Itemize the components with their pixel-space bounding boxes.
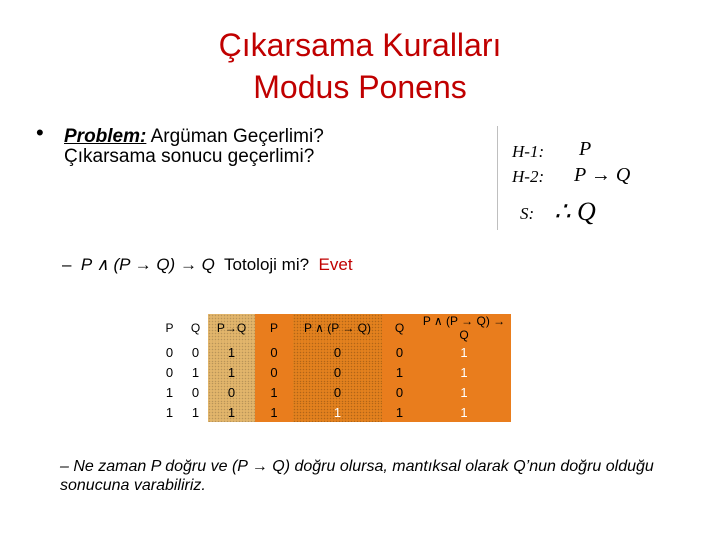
table-header: P (156, 314, 183, 342)
table-cell: 1 (208, 342, 255, 362)
table-cell: 1 (417, 342, 511, 362)
table-cell: 1 (183, 362, 208, 382)
problem-text1: Argüman Geçerlimi? (150, 126, 324, 147)
dash: – (62, 255, 72, 274)
table-cell: 0 (156, 362, 183, 382)
h2-value: P → Q (574, 164, 631, 186)
table-cell: 1 (156, 382, 183, 402)
table-row (156, 402, 511, 422)
table-cell: 1 (293, 402, 382, 422)
conclusion-text: – Ne zaman P doğru ve (P → Q) doğru olursa, mantıksal olarak Q’nun doğru olduğu sonucuna varabiliriz. (60, 458, 654, 494)
table-cell: 1 (156, 402, 183, 422)
table-cell: 0 (208, 382, 255, 402)
h2-label: H-2: (512, 167, 545, 186)
table-cell: 1 (208, 362, 255, 382)
table-cell: 1 (382, 402, 417, 422)
s-label: S: (520, 204, 535, 223)
table-header: Q (183, 314, 208, 342)
formula: P ∧ (P → Q) → Q (80, 255, 215, 274)
bullet-icon: • (36, 120, 44, 145)
table-cell: 0 (293, 382, 382, 402)
table-header: Q (382, 314, 417, 342)
table-row (156, 362, 511, 382)
table-cell: 0 (183, 342, 208, 362)
table-cell: 1 (255, 382, 293, 402)
problem-label: Problem: (64, 126, 147, 147)
table-cell: 1 (417, 402, 511, 422)
inference-rule-box (497, 126, 642, 230)
problem-line (64, 126, 324, 148)
table-cell: 1 (417, 362, 511, 382)
table-cell: 0 (255, 362, 293, 382)
table-row (156, 342, 511, 362)
table-cell: 1 (208, 402, 255, 422)
table-header: P ∧ (P → Q) (293, 314, 382, 342)
table-cell: 0 (183, 382, 208, 402)
table-header-row (156, 314, 511, 342)
table-cell: 0 (382, 342, 417, 362)
table-cell: 0 (293, 362, 382, 382)
table-cell: 1 (417, 382, 511, 402)
table-header: P→Q (208, 314, 255, 342)
slide-title-line2: Modus Ponens (253, 69, 467, 105)
table-header: P (255, 314, 293, 342)
tautology-question (62, 254, 353, 276)
table-cell: 1 (382, 362, 417, 382)
table-cell: 0 (255, 342, 293, 362)
table-header: P ∧ (P → Q) → Q (417, 314, 511, 342)
problem-text2: Çıkarsama sonucu geçerlimi? (64, 146, 315, 167)
table-cell: 1 (183, 402, 208, 422)
table-cell: 0 (382, 382, 417, 402)
h1-label: H-1: (512, 142, 545, 161)
h1-value: P (579, 138, 592, 160)
s-value: ∴ Q (554, 197, 596, 226)
question-text: Totoloji mi? (224, 255, 310, 274)
table-cell: 1 (255, 402, 293, 422)
slide-title-line1: Çıkarsama Kuralları (218, 27, 502, 63)
table-cell: 0 (293, 342, 382, 362)
table-row (156, 382, 511, 402)
table-cell: 0 (156, 342, 183, 362)
truth-table (156, 314, 511, 422)
answer: Evet (318, 255, 353, 274)
